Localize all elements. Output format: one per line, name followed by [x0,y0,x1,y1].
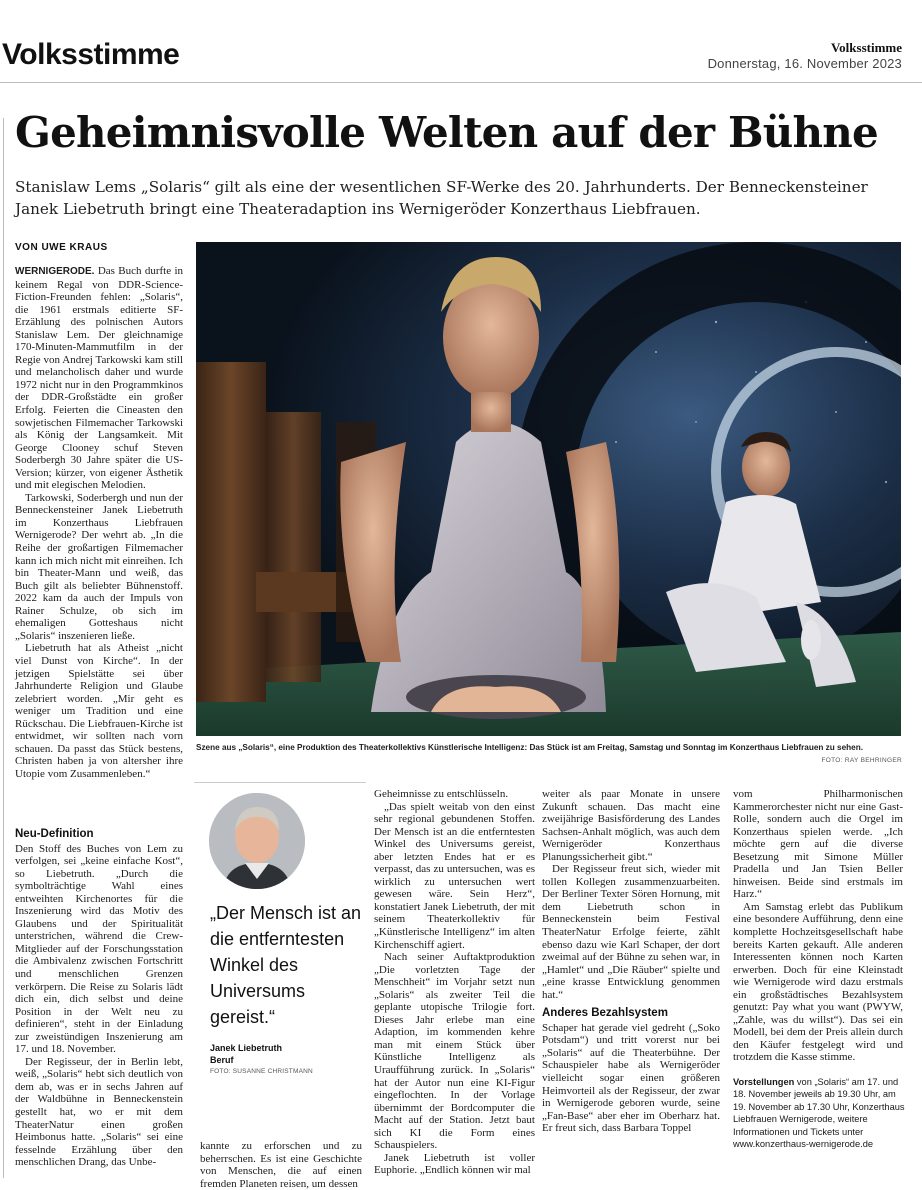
portrait-photo [209,793,305,889]
article-column-1 [15,265,183,780]
article-paragraph: Den Stoff des Buches von Lem zu verfolgen, sei „keine einfache Kost“, so Liebetruth. „Durch die symbolträchtige Wahl eines entweihten Kirchenortes für die Inszenierung wird das Motiv des Glaubens und der Spiritualität unterstrichen, während die Crew-Mitglieder auf der Forschungsstation die Ambivalenz zwischen Fortschritt und menschlichen Grenzen verkörpern. Die Reise zu Solaris lädt dich ein, dich selbst und deine Position in der Welt neu zu definieren“, steht in der Einladung zur zweistündigen Inszenierung am 17. und 18. November. [15,842,183,1056]
article-paragraph: Geheimnisse zu entschlüsseln. [374,788,509,800]
pull-quote: „Der Mensch ist an die entferntesten Winkel des Universums gereist.“ [210,903,362,1027]
article-column-2 [200,1140,362,1190]
quote-photo-credit: FOTO: SUSANNE CHRISTMANN [210,1068,313,1075]
photo-caption: Szene aus „Solaris“, eine Produktion des Theaterkollektivs Künstlerische Intelligenz: Das Stück ist am Freitag, Samstag und Sonntag im Konzerthaus Liebfrauen zu sehen. [196,743,863,752]
article-paragraph: Schaper hat gerade viel gedreht („Soko Potsdam“) und tritt vorerst nur bei „Solaris“ auf die Theaterbühne. Der Schauspieler habe als Wernigeröder vielleicht sogar einen größeren Heimvorteil als der Regisseur, der zwar in Wernigerode geboren wurde, seine „Fan-Base“ aber eher im Oberharz hat. Er freut sich, dass Barbara Toppel [542,1021,720,1135]
portrait-illustration [209,793,305,889]
event-info-box [733,1076,905,1150]
section-heading: Anderes Bezahlsystem [542,1007,668,1020]
article-paragraph: Der Regisseur freut sich, wieder mit tollen Kollegen zusammenzuarbeiten. Der Berliner Texter Sören Hornung, mit dem Liebetruth schon in Benneckenstein beim Festival TheaterNatur Erfolge feierte, zählt ebenso dazu wie Karl Schaper, der dort zweimal auf der Bühne zu sehen war, in „Hamlet“ und „Die Räuber“ spielte und „eine krasse Entwicklung genommen hat.“ [542,863,720,1001]
article-paragraph: Am Samstag erlebt das Publikum eine besondere Aufführung, denn eine komplette Hochzeitsgesellschaft habe bereits Karten gekauft. Alle anderen Interessenten können noch Karten erwerben. Doch für eine Kleinstadt wie Wernigerode wird dazu erstmals ein großstädtisches Bezahlsystem genutzt: Pay what you want (PWYW, „Zahle, was du willst“). Das sei ein Modell, bei dem der Preis allein durch den Käufer festgelegt wird und trotzdem die Kasse stimme. [733,900,903,1064]
article-paragraph: Liebetruth hat als Atheist „nicht viel Dunst von Kirche“. In der jetzigen Spielstätte sei über Jahrhunderte Religion und Glaube zelebriert worden. „Mir geht es weniger um Tradition und eine Rückschau. Die Liebfrauen-Kirche ist entwidmet, wir sollten nach vorn schauen. Da passt das Stück bestens, Christen haben ja von altersher ihre Utopie vom Zusammenleben.“ [15,642,183,780]
quote-role: Beruf [210,1055,234,1065]
article-paragraph: kannte zu erforschen und zu beherrschen. Es ist eine Geschichte von Menschen, die auf einen fremden Planeten reisen, um dessen [200,1140,362,1190]
article-column-3 [374,788,535,1177]
article-paragraph: „Das spielt weitab von den einst sehr regional gebundenen Stoffen. Der Mensch ist an die entferntesten Winkel des Universums gereist, aber letzten Endes hat er es verpasst, das zu untersuchen, was es wirklich zu untersuchen wert gewesen wäre. Sein Herz“, konstatiert Janek Liebetruth, der mit seinem Theaterkollektiv für „Künstlerische Intelligenz“ im alten Kirchenschiff agiert. [374,800,535,951]
stage-photo [196,242,901,736]
divider [194,782,366,783]
article-paragraph: WERNIGERODE. Das Buch durfte in keinem Regal von DDR-Science-Fiction-Freunden fehlen: „Solaris“, die 1961 erstmals editierte SF-Erzählung des polnischen Autors Stanislaw Lem. Der gleichnamige 170-Minuten-Mammutfilm in der Regie von Andrej Tarkowski kam still und melancholisch daher und wurde 1972 nicht nur in den Programmkinos der DDR-Großstädte ein großer Erfolg. Feierten die Cineasten den sowjetischen Filmemacher Tarkowski als König der Langsamkeit. Mit George Clooney schuf Steven Soderbergh 30 Jahre später die US-Version; kürzer, von eigener Ästhetik und mit elegischen Melodien. [15,265,184,492]
newspaper-name-small: Volksstimme [830,40,902,55]
article-paragraph: Tarkowski, Soderbergh und nun der Benneckensteiner Janek Liebetruth im Konzerthaus Liebfrauen Wernigerode? Der wehrt ab. „In die Reihe der großartigen Filmemacher kann ich mich nicht mit einreihen. Ich bin Theater-Mann und weiß, das Buch gilt als beliebter Bühnenstoff. 2022 kam da auch der Impuls von Rainer Schulze, ob sich im ehemaligen Gotteshaus nicht „Solaris“ inszenieren ließe. [15,491,183,642]
info-lead: Vorstellungen [733,1077,795,1087]
article-paragraph: Der Regisseur, der in Berlin lebt, weiß, „Solaris“ hebt sich deutlich von dem ab, was er in sechs Jahren auf der Waldbühne in Benneckenstein gestellt hat, wo er mit dem TheaterNatur einen großen Heimbonus hatte. „Solaris“ sei eine fesselnde Erzählung über den menschlichen Drang, das Unbe- [15,1055,183,1169]
quote-attribution [210,1042,282,1066]
column-rule [3,118,4,1178]
quote-name: Janek Liebetruth [210,1043,283,1053]
dateline: WERNIGERODE. [15,266,95,277]
article-subhead: Stanislaw Lems „Solaris“ gilt als eine der wesentlichen SF-Werke des 20. Jahrhunderts. Der Benneckensteiner Janek Liebetruth bringt eine Theateradaption ins Wernigeröder Konzerthaus Liebfrauen. [15,178,868,218]
article-column-1-lower [15,822,183,1169]
article-paragraph: vom Philharmonischen Kammerorchester nicht nur eine Gast-Rolle, sondern auch die Orgel im Konzerthaus spielen werde. „Ich möchte gern auf die diverse Besetzung mit Simone Müller Pradella und Jan Tsien Beller hinweisen. Beide sind erstmals im Harz.“ [733,788,903,901]
article-paragraph: Nach seiner Auftaktproduktion „Die vorletzten Tage der Menschheit“ im Vorjahr setzt nun „Solaris“ als zweiter Teil die geplante utopische Trilogie fort. Dieses Jahr erlebe man eine Adaption, im kommenden kehre man mit einem Stück über Künstliche Intelligenz als Uraufführung zurück. In „Solaris“ hat der Autor nun eine KI-Figur eingeflochten. In der Vorlage übernimmt der Bordcomputer die Macht auf der Station. Jetzt baut sich KI die Form eines Schauspielers. [374,951,535,1152]
issue-date: Donnerstag, 16. November 2023 [707,56,902,71]
photo-credit: FOTO: RAY BEHRINGER [821,757,902,764]
article-paragraph: weiter als paar Monate in unsere Zukunft schauen. Das macht eine zweijährige Basisförderung des Landes Sachsen-Anhalt möglich, was auch dem Wernigeröder Konzerthaus Planungssicherheit gibt.“ [542,788,720,863]
author-byline: VON UWE KRAUS [15,242,108,253]
section-heading: Neu-Definition [15,828,94,840]
stage-scene-illustration [196,242,901,736]
article-column-4 [542,788,720,1135]
article-column-5 [733,788,903,1064]
article-paragraph: Janek Liebetruth ist voller Euphorie. „Endlich können wir mal [374,1151,535,1177]
info-text: von „Solaris“ am 17. und 18. November jeweils ab 19.30 Uhr, am 19. November ab 17.30 Uhr, Konzerthaus Liebfrauen Wernigerode, weitere Informationen und Tickets unter www.konzerthaus-wernigerode.de [733,1077,905,1150]
article-headline: Geheimnisvolle Welten auf der Bühne [15,108,878,157]
newspaper-logo: Volksstimme [2,38,180,71]
